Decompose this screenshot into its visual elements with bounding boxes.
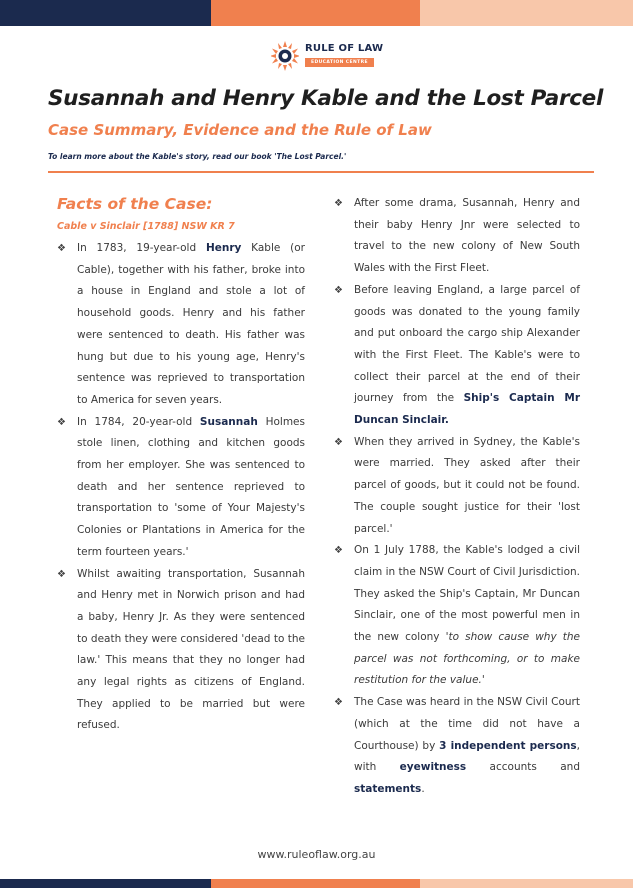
bold-run: eyewitness [399,761,467,774]
facts-list-left [57,238,305,737]
diamond-bullet-icon: ❖ [57,243,66,254]
text-run: After some drama, Susannah, Henry and their baby Henry Jnr were selected to travel to the new colony of New South Wales with the First Fleet. [354,197,580,275]
navy-segment [0,879,211,888]
text-run: Holmes stole linen, clothing and kitchen goods from her employer. She was sentenced to death and her sentence reprieved to transportation to 'some of Your Majesty's Colonies or Plantations in America for the term fourteen years.' [77,415,305,558]
list-item [334,432,580,541]
text-run: When they arrived in Sydney, the Kable's were married. They asked after their parcel of goods, but it could not be found. The couple sought justice for their 'lost parcel.' [354,435,580,535]
diamond-bullet-icon: ❖ [334,198,343,209]
top-color-bar [0,0,633,26]
list-item [57,564,305,738]
diamond-bullet-icon: ❖ [334,436,343,448]
diamond-bullet-icon: ❖ [57,416,66,428]
list-item [334,193,580,280]
text-run: In 1784, 20-year-old [77,415,200,428]
list-item [57,412,305,564]
rule-of-law-logo [271,40,391,72]
list-item [57,238,305,412]
list-item [334,280,580,432]
footer-url[interactable]: www.ruleoflaw.org.au [257,848,376,861]
bottom-color-bar [0,879,633,888]
text-run: Whilst awaiting transportation, Susannah and Henry met in Norwich prison and had a baby, Henry Jr. As they were sentenced to death they were considered 'dead to the law.' This means that they no longer had any legal rights as citizens of England. They applied to be married but were refused. [77,567,305,732]
navy-segment [0,0,211,26]
section-heading: Facts of the Case: [57,195,213,213]
bold-run: Ship's Captain Mr Duncan Sinclair. [354,392,580,427]
text-run: The Case was heard in the NSW Civil Court (which at the time did not have a Courthouse) by [354,696,580,752]
text-run: . [421,782,425,795]
logo-name: RULE OF LAW [305,43,384,54]
facts-list-right [334,193,580,801]
divider [48,171,594,173]
page-title: Susannah and Henry Kable and the Lost Parcel [48,86,604,111]
text-run: In 1783, 19-year-old [77,242,206,254]
bold-run: Susannah [199,415,258,428]
diamond-bullet-icon: ❖ [334,697,343,709]
text-run: , with [354,739,580,774]
text-run: On 1 July 1788, the Kable's lodged a civil claim in the NSW Court of Civil Jurisdiction. They asked the Ship's Captain, Mr Duncan Sinclair, one of the most powerful men in the new colony [354,544,580,644]
case-reference: Cable v Sinclair [1788] NSW KR 7 [57,221,235,232]
tagline: To learn more about the Kable's story, read our book 'The Lost Parcel.' [48,152,347,161]
peach-segment [420,879,633,888]
logo-subtitle: EDUCATION CENTRE [305,58,374,67]
orange-segment [211,0,420,26]
text-run: Before leaving England, a large parcel of goods was donated to the young family and put onboard the cargo ship Alexander with the First Fleet. The Kable's were to collect their parcel at the end of their journey from the [354,283,580,405]
left-column [57,193,305,737]
list-item [334,540,580,692]
text-run: accounts and [466,761,580,774]
diamond-bullet-icon: ❖ [57,568,66,580]
peach-segment [420,0,633,26]
logo-star-icon [271,40,299,72]
right-column [334,193,580,801]
bold-run: statements [354,782,422,795]
page-subtitle: Case Summary, Evidence and the Rule of Law [48,121,432,139]
italic-run: 'to show cause why the parcel was not forthcoming, or to make restitution for the value.' [354,631,580,687]
text-run: Kable (or Cable), together with his father, broke into a house in England and stole a lot of household goods. Henry and his father were sentenced to death. His father was hung but due to his young age, Henry's sentence was reprieved to transportation to America for seven years. [77,242,305,406]
list-item [334,692,580,801]
orange-segment [211,879,420,888]
bold-run: 3 independent persons [439,739,577,752]
diamond-bullet-icon: ❖ [334,284,343,296]
diamond-bullet-icon: ❖ [334,545,343,557]
bold-run: Henry [205,242,242,254]
